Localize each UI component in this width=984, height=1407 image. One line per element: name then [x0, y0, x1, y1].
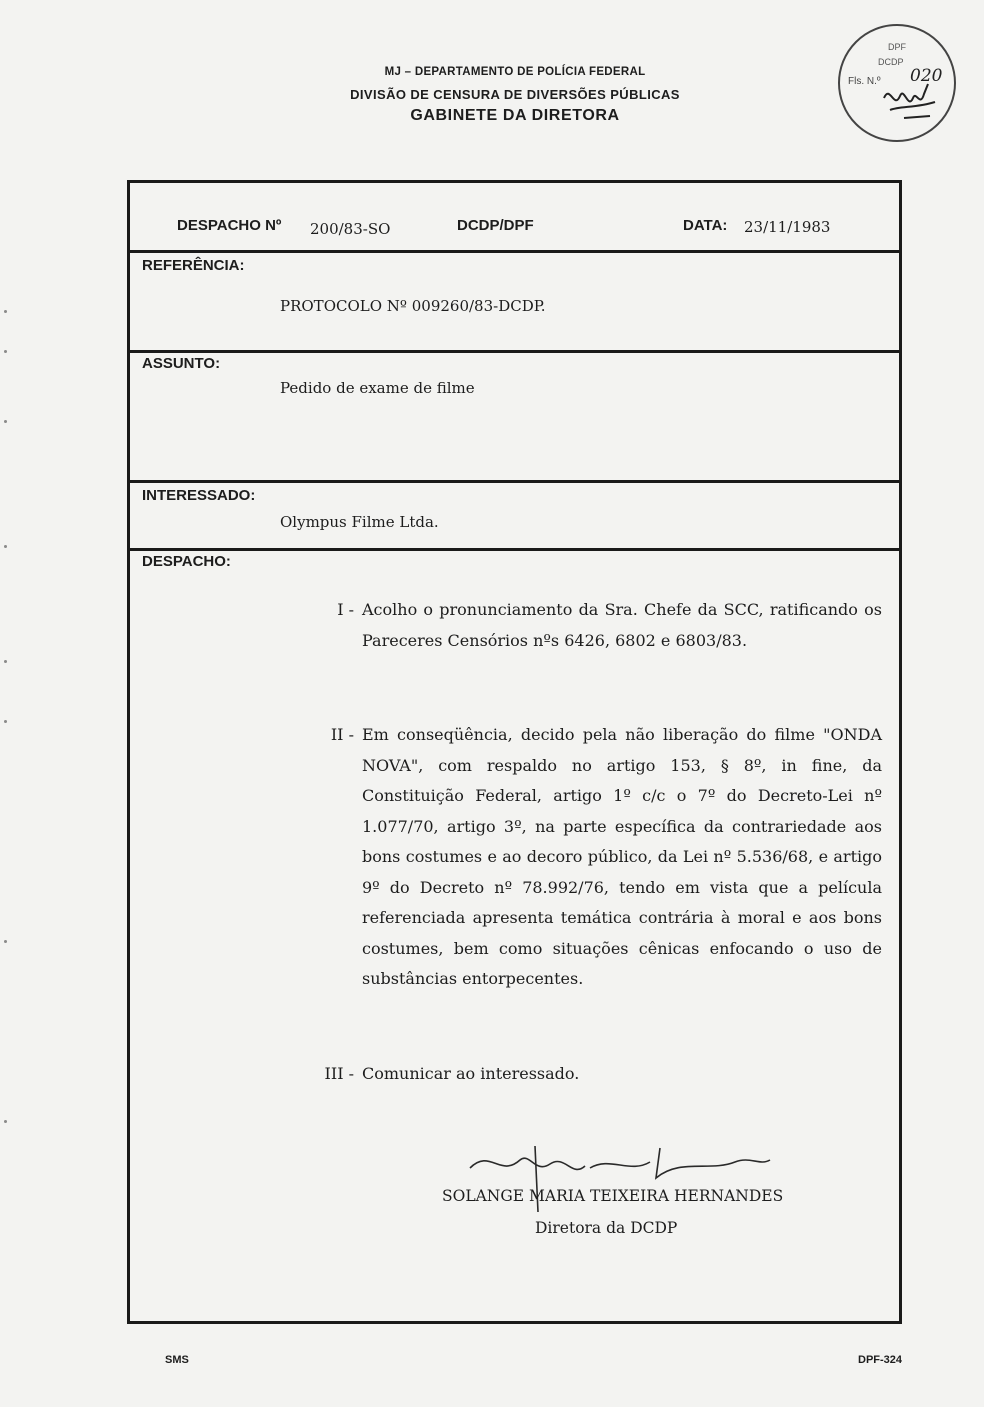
stamp-line2: DCDP: [878, 57, 904, 67]
dispatch-form: [127, 180, 902, 1324]
signatory-role: Diretora da DCDP: [535, 1219, 678, 1237]
dispatch-number-label: DESPACHO Nº: [177, 217, 282, 234]
signatory-name: SOLANGE MARIA TEIXEIRA HERNANDES: [442, 1187, 784, 1205]
stamp-initials-scribble: [880, 80, 940, 124]
interessado-label: INTERESSADO:: [142, 487, 256, 504]
dispatch-number-value: 200/83-SO: [310, 220, 391, 238]
item-text: Comunicar ao interessado.: [362, 1064, 580, 1083]
item-number: II -: [330, 725, 354, 744]
referencia-value: PROTOCOLO Nº 009260/83-DCDP.: [280, 297, 546, 315]
divider: [130, 548, 899, 551]
footer-initials: SMS: [165, 1354, 189, 1366]
dispatch-date-value: 23/11/1983: [744, 218, 831, 236]
divider: [130, 250, 899, 253]
interessado-value: Olympus Filme Ltda.: [280, 513, 439, 531]
assunto-value: Pedido de exame de filme: [280, 379, 475, 397]
item-number: I -: [337, 600, 354, 619]
divider: [130, 480, 899, 483]
item-number: III -: [324, 1064, 354, 1083]
stamp-number: 020: [910, 66, 943, 86]
footer-form-code: DPF-324: [858, 1354, 903, 1366]
header-office: GABINETE DA DIRETORA: [410, 107, 620, 124]
despacho-label: DESPACHO:: [142, 553, 231, 570]
referencia-label: REFERÊNCIA:: [142, 257, 245, 274]
header-division: DIVISÃO DE CENSURA DE DIVERSÕES PÚBLICAS: [350, 87, 680, 102]
stamp-label: Fls. N.º: [848, 76, 881, 87]
stamp-line1: DPF: [888, 42, 906, 52]
page-number-stamp: [838, 24, 956, 142]
assunto-label: ASSUNTO:: [142, 355, 221, 372]
dispatch-unit: DCDP/DPF: [457, 217, 534, 234]
divider: [130, 350, 899, 353]
item-text: Em conseqüência, decido pela não liberação do filme "ONDA NOVA", com respaldo no artigo 153, § 8º, in fine, da Constituição Federal, artigo 1º c/c o 7º do Decreto-Lei nº 1.077/70, artigo 3º, na parte específica da contrariedade aos bons costumes e ao decoro público, da Lei nº 5.536/68, e artigo 9º do Decreto nº 78.992/76, tendo em vista que a película referenciada apresenta temática contrária à moral e aos bons costumes, bem como situações cênicas enfocando o uso de substâncias entorpecentes.: [362, 725, 882, 988]
item-text: Acolho o pronunciamento da Sra. Chefe da SCC, ratificando os Pareceres Censórios nºs 6426, 6802 e 6803/83.: [362, 600, 882, 650]
handwritten-signature: [460, 1138, 780, 1218]
header-department: MJ – DEPARTAMENTO DE POLÍCIA FEDERAL: [384, 66, 646, 78]
dispatch-date-label: DATA:: [683, 217, 728, 234]
